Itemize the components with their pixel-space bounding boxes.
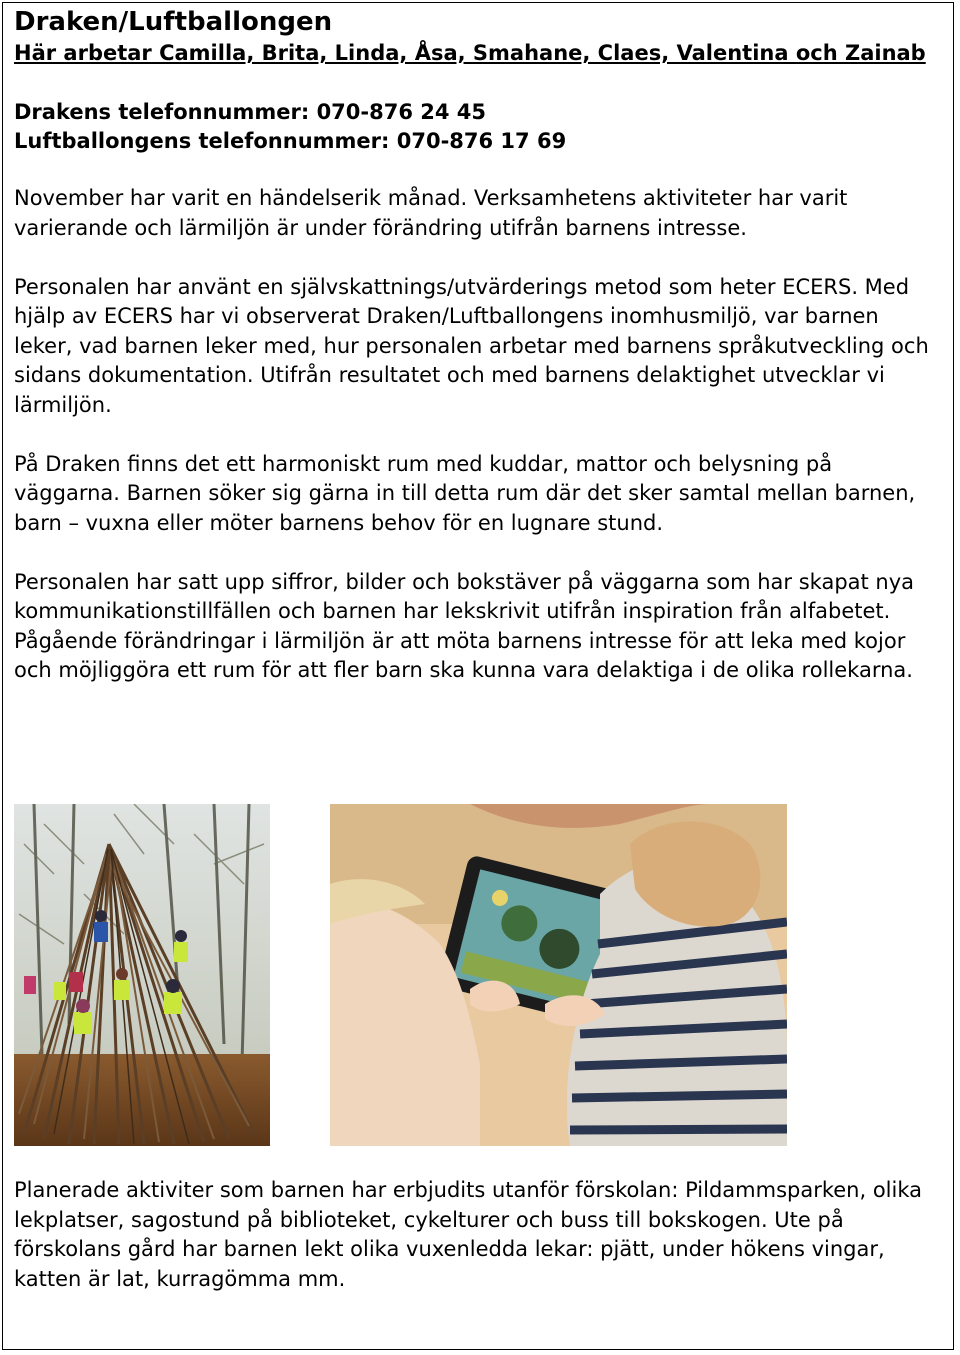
tablet-photo <box>330 804 787 1146</box>
page-title: Draken/Luftballongen <box>14 7 333 37</box>
closing-section <box>14 1176 934 1294</box>
phone-numbers <box>14 98 934 156</box>
paragraph-wall-letters: Personalen har satt upp siffror, bilder och bokstäver på väggarna som har skapat nya kommunikationstillfällen och barnen har lekskrivit utifrån inspiration från alfabetet. Pågående förändringar i lärmiljön är att möta barnens intresse för att leka med kojor och möjliggöra ett rum för att fler barn ska kunna vara delaktiga i de olika rollekarna. <box>14 569 915 682</box>
document-body <box>14 6 934 686</box>
photo-row <box>14 804 934 1146</box>
paragraph-ecers: Personalen har använt en självskattnings/utvärderings metod som heter ECERS. Med hjälp av ECERS har vi observerat Draken/Luftballongens inomhusmiljö, var barnen leker, vad barnen leker med, hur personalen arbetar med barnens språkutveckling och sidans dokumentation. Utifrån resultatet och med barnens delaktighet utvecklar vi lärmiljön. <box>14 274 929 417</box>
paragraph-intro: November har varit en händelserik månad. Verksamhetens aktiviteter har varit varierande och lärmiljön är under förändring utifrån barnens intresse. <box>14 186 848 240</box>
forest-hut-photo <box>14 804 270 1146</box>
draken-phone: Drakens telefonnummer: 070-876 24 45 <box>14 100 487 124</box>
luftballongen-phone: Luftballongens telefonnummer: 070-876 17 69 <box>14 129 567 153</box>
paragraph-harmonious-room: På Draken finns det ett harmoniskt rum med kuddar, mattor och belysning på väggarna. Barnen söker sig gärna in till detta rum där det sker samtal mellan barnen, barn – vuxna eller möter barnens behov för en lugnare stund. <box>14 451 916 535</box>
staff-line: Här arbetar Camilla, Brita, Linda, Åsa, Smahane, Claes, Valentina och Zainab <box>14 41 926 65</box>
paragraph-planned-activities: Planerade aktiviter som barnen har erbjudits utanför förskolan: Pildammsparken, olika lekplatser, sagostund på biblioteket, cykelturer och buss till bokskogen. Ute på förskolans gård har barnen lekt olika vuxenledda lekar: pjätt, under hökens vingar, katten är lat, kurragömma mm. <box>14 1178 923 1291</box>
